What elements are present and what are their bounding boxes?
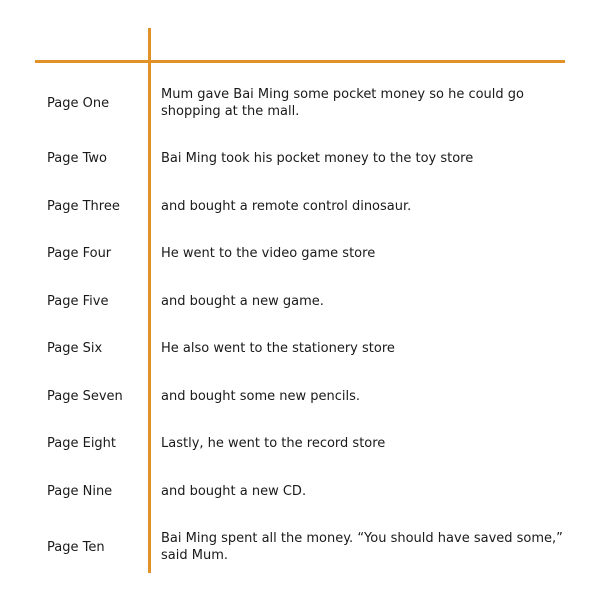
page-text: Bai Ming took his pocket money to the toy store bbox=[161, 151, 474, 166]
page-label: Page Seven bbox=[47, 389, 123, 404]
table-row bbox=[0, 293, 600, 310]
table-row bbox=[0, 86, 600, 120]
page-label: Page Six bbox=[47, 341, 103, 356]
page-text: He went to the video game store bbox=[161, 246, 376, 261]
page-text: Lastly, he went to the record store bbox=[161, 436, 386, 451]
table-row bbox=[0, 530, 600, 564]
table-row bbox=[0, 198, 600, 215]
table-row bbox=[0, 483, 600, 500]
page-label: Page Ten bbox=[47, 540, 105, 555]
page-label: Page Five bbox=[47, 294, 109, 309]
page-text: Bai Ming spent all the money. “You should have saved some,” said Mum. bbox=[161, 531, 563, 563]
page-label: Page Two bbox=[47, 151, 107, 166]
table-row bbox=[0, 388, 600, 405]
table-row bbox=[0, 435, 600, 452]
page-label: Page Three bbox=[47, 199, 120, 214]
page-label: Page Nine bbox=[47, 484, 113, 499]
header-rule bbox=[35, 60, 565, 63]
page-text: He also went to the stationery store bbox=[161, 341, 395, 356]
table-row bbox=[0, 245, 600, 262]
page-text: and bought a new game. bbox=[161, 294, 324, 309]
page-text: and bought a remote control dinosaur. bbox=[161, 199, 412, 214]
page-label: Page Four bbox=[47, 246, 112, 261]
table-row bbox=[0, 340, 600, 357]
table-row bbox=[0, 150, 600, 167]
page-text: and bought some new pencils. bbox=[161, 389, 361, 404]
page-label: Page One bbox=[47, 96, 110, 111]
page-text: and bought a new CD. bbox=[161, 484, 307, 499]
page-text: Mum gave Bai Ming some pocket money so he could go shopping at the mall. bbox=[161, 87, 524, 119]
page-label: Page Eight bbox=[47, 436, 117, 451]
